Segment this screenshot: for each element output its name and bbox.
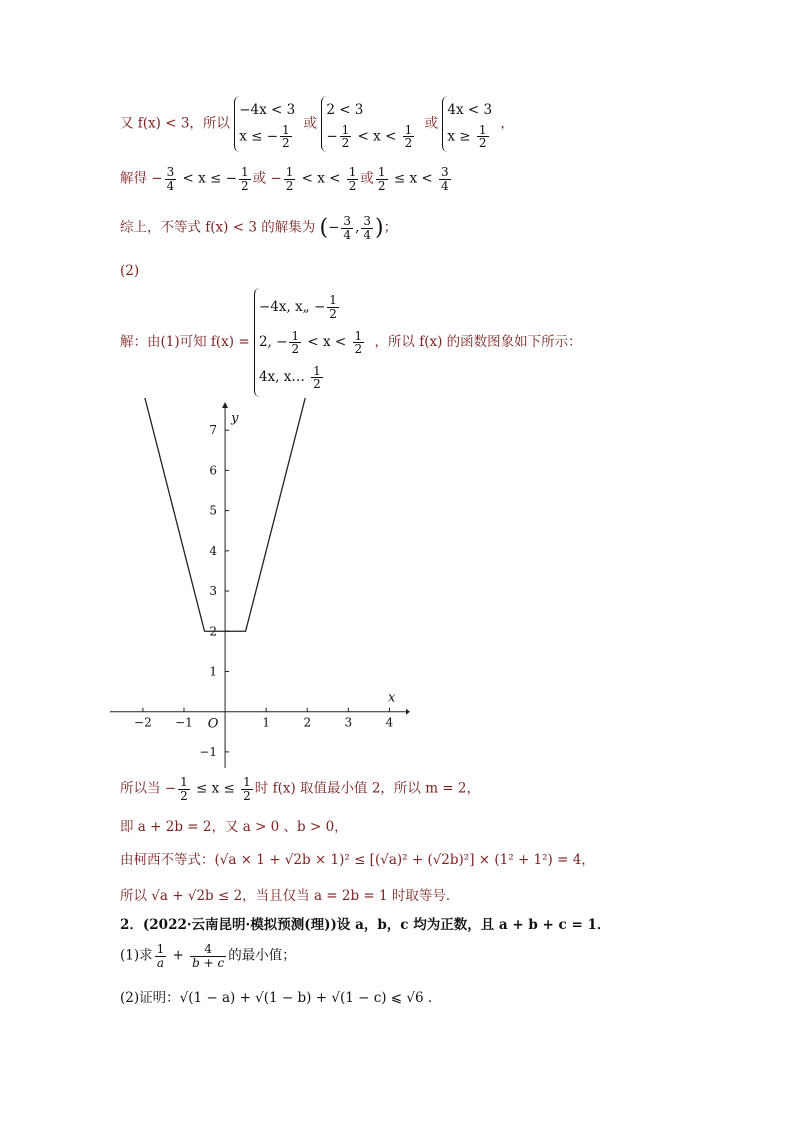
l5-mid: ≤ x ≤	[191, 780, 240, 797]
piece-3: 4x, x… $\frac{1}{2}$	[258, 363, 321, 392]
y-tick-label: 6	[209, 463, 218, 478]
y-axis-label: y	[231, 411, 239, 426]
solution-line: 解得 − $\frac{3}{4}$ < x ≤ − $\frac{1}{2}$ 或 − $\frac{1}{2}$ < x < $\frac{1}{2}$ 或 $\frac{1}{2}$ ≤ x < $\frac{3}{4}$	[120, 165, 449, 193]
cauchy-line: 由柯西不等式：(√a × 1 + √2b × 1)² ≤ [(√a)² + (√2b)²] × (1² + 1²) = 4，	[120, 852, 595, 868]
x-tick-label: −1	[175, 715, 193, 730]
constraint-line: 即 a + 2b = 2，又 a > 0 、b > 0，	[120, 819, 348, 835]
part-2-label: (2)	[120, 263, 140, 279]
y-tick-label: 2	[209, 624, 218, 639]
y-tick-label: 5	[209, 503, 218, 518]
l2-prefix: 解得 −	[120, 170, 163, 187]
q2-1-post: 的最小值；	[228, 947, 296, 964]
question-2: 2．(2022·云南昆明·模拟预测(理))设 a，b，c 均为正数，且 a + b + c = 1．	[120, 917, 611, 933]
interval-open: (	[319, 215, 329, 241]
case2-cond: − $\frac{1}{2}$ < x < $\frac{1}{2}$	[326, 122, 413, 151]
case-system-3	[442, 96, 496, 152]
interval-comma: ,	[355, 219, 360, 236]
l5-pre: 所以当 −	[120, 780, 177, 797]
l2-mid1: < x ≤ −	[178, 170, 237, 187]
l4-prefix: 解：由(1)可知 f(x) =	[120, 334, 250, 351]
solution-set-line: 综上，不等式 f(x) < 3 的解集为 (− $\frac{3}{4}$ , $\frac{3}{4}$ )；	[120, 214, 398, 242]
q2-1-pre: (1)求	[120, 947, 153, 964]
y-axis-arrow	[222, 402, 228, 408]
case1-cond: x ≤ − $\frac{1}{2}$	[239, 122, 290, 151]
min-value-line: 所以当 − $\frac{1}{2}$ ≤ x ≤ $\frac{1}{2}$ 时 f(x) 取值最小值 2，所以 m = 2，	[120, 775, 480, 803]
l5-post: 时 f(x) 取值最小值 2，所以 m = 2，	[254, 780, 480, 797]
comma: ，	[500, 115, 514, 132]
x-tick-label: 3	[344, 715, 353, 730]
line1-prefix: 又 f(x) < 3，所以	[120, 115, 230, 132]
piece-2: 2, − $\frac{1}{2}$ < x < $\frac{1}{2}$	[258, 328, 363, 357]
question-2-part-1: (1)求 $\frac{1}{a}$ + $\frac{4}{b + c}$ 的最小值；	[120, 942, 296, 970]
piecewise-line	[120, 288, 582, 397]
function-graph	[110, 398, 410, 768]
or-word: 或	[424, 115, 439, 132]
y-tick-label: 7	[209, 423, 218, 438]
case1-ineq: −4x < 3	[239, 102, 296, 118]
x-axis-label: x	[388, 690, 396, 706]
question-2-part-2: (2)证明：√(1 − a) + √(1 − b) + √(1 − c) ⩽ √6 ．	[120, 990, 442, 1006]
x-tick-label: 4	[385, 715, 394, 730]
x-tick-label: 2	[303, 715, 312, 730]
l3-text: 综上，不等式 f(x) < 3 的解集为	[120, 219, 316, 236]
l2-mid3: ≤ x <	[389, 170, 437, 187]
y-tick-label: 1	[209, 664, 218, 679]
y-tick-label: 3	[209, 584, 218, 599]
x-axis-arrow	[406, 709, 410, 715]
semicolon: ；	[383, 219, 398, 236]
origin-label: O	[207, 716, 219, 732]
case-system-2	[321, 96, 420, 152]
l2-or1: 或 −	[252, 170, 282, 187]
y-tick-label: 4	[209, 543, 218, 558]
case-analysis-line	[120, 96, 514, 152]
piece-1: −4x, x„ − $\frac{1}{2}$	[258, 293, 337, 321]
conclusion-line: 所以 √a + √2b ≤ 2，当且仅当 a = 2b = 1 时取等号．	[120, 888, 460, 904]
x-tick-label: 1	[262, 715, 270, 730]
case2-ineq: 2 < 3	[326, 102, 364, 118]
piecewise-cases	[254, 288, 370, 397]
l2-mid2: < x <	[297, 170, 345, 187]
l2-or2: 或	[360, 170, 374, 187]
y-tick-label: −1	[199, 744, 218, 759]
x-tick-label: −2	[134, 715, 152, 730]
case3-ineq: 4x < 3	[447, 102, 493, 118]
interval-close: )	[375, 215, 384, 241]
l4-suffix: ，所以 f(x) 的函数图象如下所示：	[374, 334, 582, 351]
case-system-1	[234, 96, 299, 152]
case3-cond: x ≥ $\frac{1}{2}$	[447, 122, 487, 151]
or-word: 或	[303, 115, 318, 132]
